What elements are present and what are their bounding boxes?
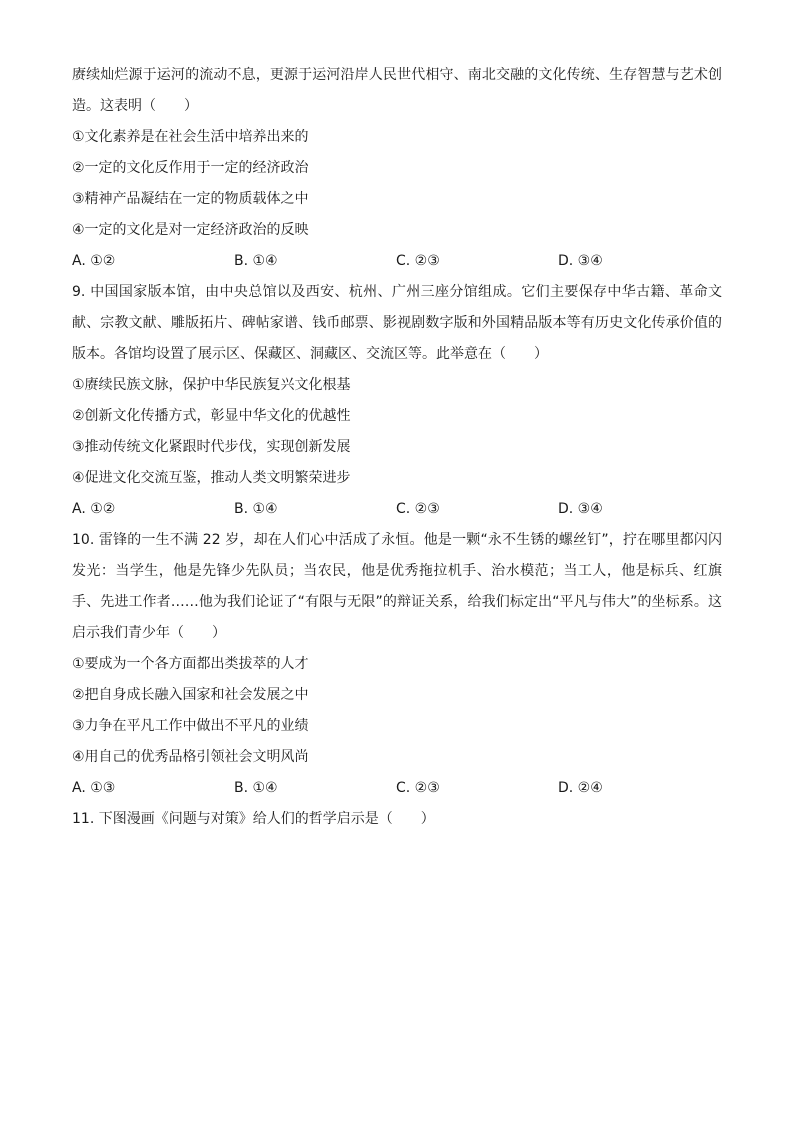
question-text: 雷锋的一生不满 22 岁，却在人们心中活成了永恒。他是一颗“永不生锈的螺丝钉”，拧在哪里都闪闪发光：当学生，他是先锋少先队员；当农民，他是优秀拖拉机手、治水模范；当工人，他是标兵、红旗手、先进工作者……他为我们论证了“有限与无限”的辩证关系，给我们标定出“平凡与伟大”的坐标系。这启示我们青少年（ ） bbox=[72, 532, 723, 641]
option-b: B. ①④ bbox=[234, 501, 278, 517]
option-c: C. ②③ bbox=[396, 780, 440, 796]
statement-4: ④用自己的优秀品格引领社会文明风尚 bbox=[72, 749, 309, 765]
option-b: B. ①④ bbox=[234, 253, 278, 269]
comic-placeholder bbox=[72, 835, 722, 1065]
option-d: D. ②④ bbox=[558, 780, 603, 796]
question-9 bbox=[72, 277, 722, 525]
question-number: 9. bbox=[72, 284, 86, 300]
option-a: A. ①② bbox=[72, 501, 116, 517]
answer-options bbox=[72, 494, 722, 525]
statement-2: ②把自身成长融入国家和社会发展之中 bbox=[72, 687, 309, 703]
statement-3: ③推动传统文化紧跟时代步伐，实现创新发展 bbox=[72, 439, 351, 455]
question-8 bbox=[72, 60, 722, 277]
statement-1: ①赓续民族文脉，保护中华民族复兴文化根基 bbox=[72, 377, 351, 393]
option-c: C. ②③ bbox=[396, 501, 440, 517]
statement-2: ②一定的文化反作用于一定的经济政治 bbox=[72, 160, 309, 176]
statement-4: ④一定的文化是对一定经济政治的反映 bbox=[72, 222, 309, 238]
option-c: C. ②③ bbox=[396, 253, 440, 269]
option-d: D. ③④ bbox=[558, 501, 603, 517]
answer-options bbox=[72, 773, 722, 804]
statement-3: ③力争在平凡工作中做出不平凡的业绩 bbox=[72, 718, 309, 734]
option-a: A. ①③ bbox=[72, 780, 116, 796]
question-stem bbox=[72, 525, 722, 649]
statement-4: ④促进文化交流互鉴，推动人类文明繁荣进步 bbox=[72, 470, 351, 486]
question-stem bbox=[72, 804, 722, 835]
question-stem: 赓续灿烂源于运河的流动不息，更源于运河沿岸人民世代相守、南北交融的文化传统、生存智慧与艺术创造。这表明（ ） bbox=[72, 67, 722, 114]
statement-3: ③精神产品凝结在一定的物质载体之中 bbox=[72, 191, 309, 207]
option-b: B. ①④ bbox=[234, 780, 278, 796]
option-d: D. ③④ bbox=[558, 253, 603, 269]
question-stem bbox=[72, 277, 722, 370]
question-text: 中国国家版本馆，由中央总馆以及西安、杭州、广州三座分馆组成。它们主要保存中华古籍、革命文献、宗教文献、雕版拓片、碑帖家谱、钱币邮票、影视剧数字版和外国精品版本等有历史文化传承价值的版本。各馆均设置了展示区、保藏区、洞藏区、交流区等。此举意在（ ） bbox=[72, 284, 723, 362]
option-a: A. ①② bbox=[72, 253, 116, 269]
statement-1: ①文化素养是在社会生活中培养出来的 bbox=[72, 129, 309, 145]
question-11 bbox=[72, 804, 722, 1065]
question-text: 下图漫画《问题与对策》给人们的哲学启示是（ ） bbox=[98, 811, 435, 827]
question-10 bbox=[72, 525, 722, 804]
answer-options bbox=[72, 246, 722, 277]
statement-1: ①要成为一个各方面都出类拔萃的人才 bbox=[72, 656, 309, 672]
statement-2: ②创新文化传播方式，彰显中华文化的优越性 bbox=[72, 408, 351, 424]
question-number: 10. bbox=[72, 532, 95, 548]
question-number: 11. bbox=[72, 811, 95, 827]
